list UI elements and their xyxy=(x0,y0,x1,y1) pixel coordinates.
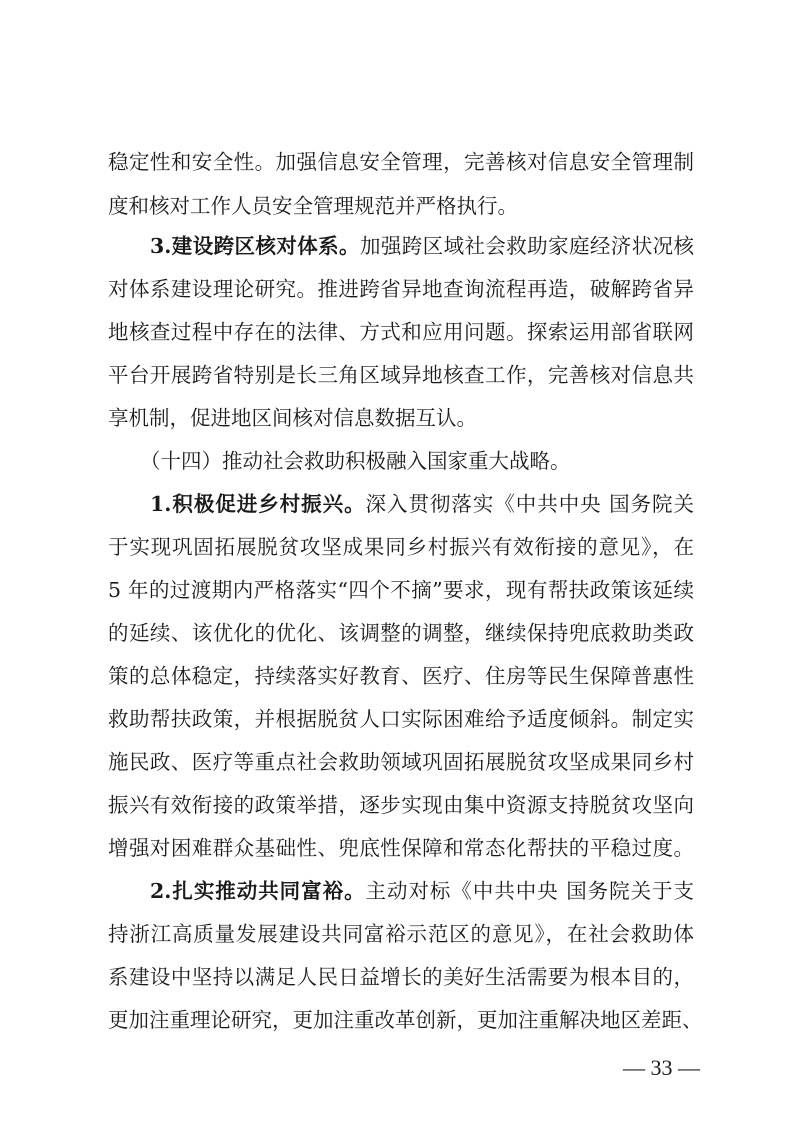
section-heading-line xyxy=(150,484,694,524)
paragraph-line xyxy=(108,142,694,182)
paragraph-line xyxy=(108,570,694,610)
paragraph-line xyxy=(108,785,694,825)
line-text: 主动对标《中共中央 国务院关于支 xyxy=(365,879,695,903)
paragraph-line xyxy=(108,398,694,438)
paragraph-line xyxy=(108,269,694,309)
section-heading-line xyxy=(150,871,694,911)
paragraph-line xyxy=(108,957,694,997)
paragraph-line xyxy=(108,828,694,868)
paragraph-line xyxy=(108,742,694,782)
line-text: 增强对困难群众基础性、兜底性保障和常态化帮扶的平稳过度。 xyxy=(108,836,694,860)
line-text: 持浙江高质量发展建设共同富裕示范区的意见》，在社会救助体 xyxy=(108,922,694,946)
line-text: 于实现巩固拓展脱贫攻坚成果同乡村振兴有效衔接的意见》，在 xyxy=(108,535,694,559)
paragraph-line xyxy=(108,186,694,226)
paragraph-line xyxy=(108,914,694,954)
paragraph-line xyxy=(108,613,694,653)
line-text: 对体系建设理论研究。推进跨省异地查询流程再造，破解跨省异 xyxy=(108,277,694,301)
line-text: 地核查过程中存在的法律、方式和应用问题。探索运用部省联网 xyxy=(108,320,694,344)
line-text: 深入贯彻落实《中共中央 国务院关 xyxy=(365,492,695,516)
line-text: 系建设中坚持以满足人民日益增长的美好生活需要为根本目的， xyxy=(108,965,694,989)
section-heading: 2.扎实推动共同富裕。 xyxy=(150,879,366,903)
line-text: 平台开展跨省特别是长三角区域异地核查工作，完善核对信息共 xyxy=(108,363,694,387)
section-heading: 3.建设跨区核对体系。 xyxy=(150,234,360,258)
section-heading-line xyxy=(150,226,694,266)
paragraph-line xyxy=(108,1000,703,1040)
page-number: — 33 — xyxy=(623,1055,700,1080)
line-text: 的延续、该优化的优化、该调整的调整，继续保持兜底救助类政 xyxy=(108,621,694,645)
line-text: 稳定性和安全性。加强信息安全管理，完善核对信息安全管理制 xyxy=(108,150,694,174)
line-text: （十四）推动社会救助积极融入国家重大战略。 xyxy=(140,449,571,473)
line-text: 振兴有效衔接的政策举措，逐步实现由集中资源支持脱贫攻坚向 xyxy=(108,793,694,817)
line-text: 更加注重理论研究，更加注重改革创新，更加注重解决地区差距、 xyxy=(108,1008,703,1032)
paragraph-line xyxy=(108,312,694,352)
line-text: 加强跨区域社会救助家庭经济状况核 xyxy=(359,234,695,258)
paragraph-line xyxy=(108,656,694,696)
paragraph-line xyxy=(108,355,694,395)
paragraph-line xyxy=(108,527,694,567)
line-text: 施民政、医疗等重点社会救助领域巩固拓展脱贫攻坚成果同乡村 xyxy=(108,750,694,774)
line-text: 救助帮扶政策，并根据脱贫人口实际困难给予适度倾斜。制定实 xyxy=(108,707,694,731)
section-heading: 1.积极促进乡村振兴。 xyxy=(150,492,366,516)
line-text: 度和核对工作人员安全管理规范并严格执行。 xyxy=(108,194,518,218)
paragraph-line xyxy=(108,699,694,739)
line-text: 策的总体稳定，持续落实好教育、医疗、住房等民生保障普惠性 xyxy=(108,664,694,688)
subsection-title xyxy=(140,441,694,481)
line-text: 5 年的过渡期内严格落实“四个不摘”要求，现有帮扶政策该延续 xyxy=(108,578,694,602)
line-text: 享机制，促进地区间核对信息数据互认。 xyxy=(108,406,477,430)
